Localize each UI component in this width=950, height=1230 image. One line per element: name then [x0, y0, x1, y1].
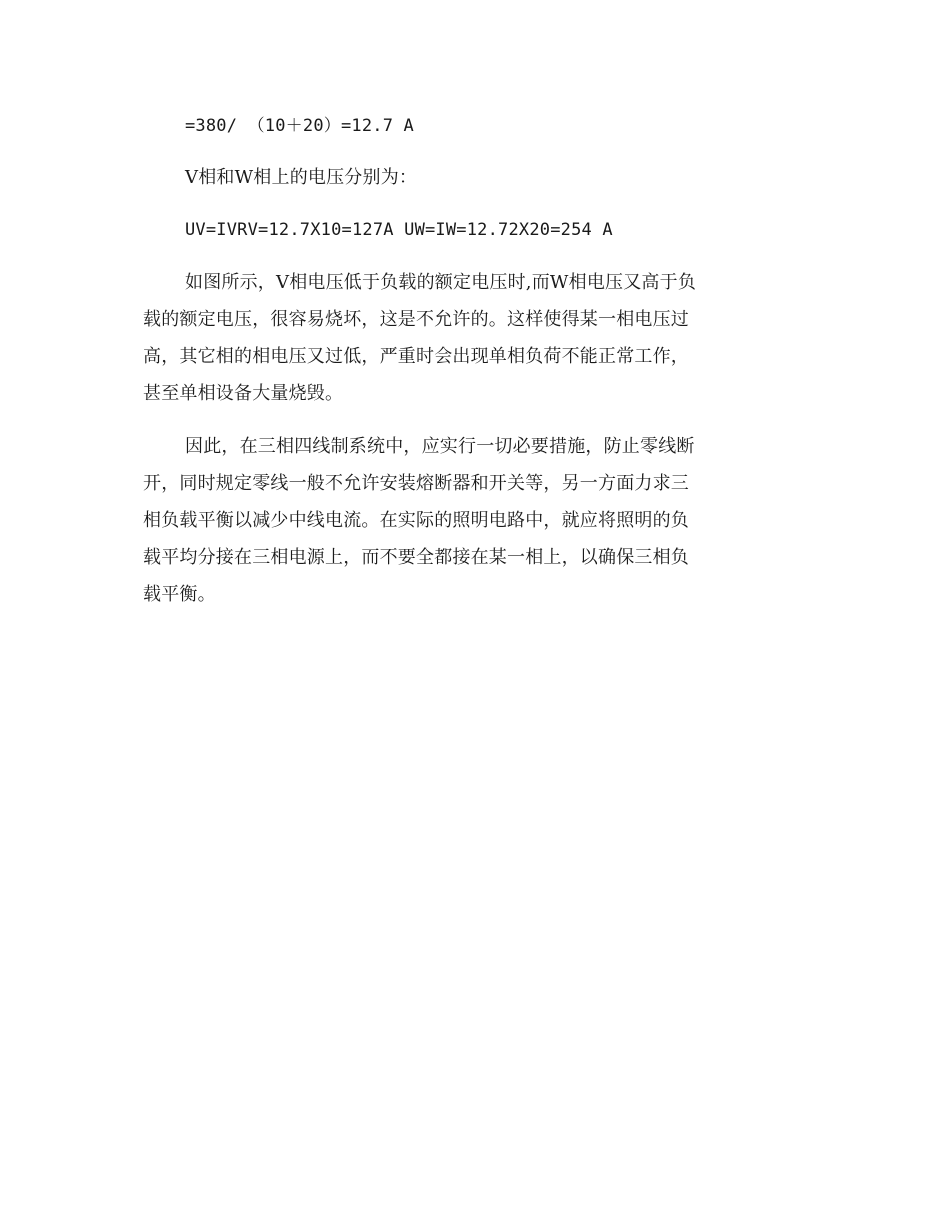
- formula-current-line: =380/ （10＋20）=12.7 A: [185, 116, 414, 136]
- paragraph-line: 如图所示，V相电压低于负载的额定电压时,而W相电压又高于负: [185, 272, 697, 293]
- paragraph-line: 载平均分接在三相电源上，而不要全都接在某一相上，以确保三相负: [143, 547, 689, 568]
- voltage-intro-line: V相和W相上的电压分别为：: [185, 167, 418, 188]
- formula-voltage-line: UV=IVRV=12.7X10=127A UW=IW=12.72X20=254 A: [185, 220, 613, 240]
- paragraph-line: 载平衡。: [143, 584, 216, 605]
- document-body: [143, 108, 795, 613]
- paragraph-line: 高，其它相的相电压又过低，严重时会出现单相负荷不能正常工作，: [143, 346, 689, 367]
- paragraph-line: 开，同时规定零线一般不允许安装熔断器和开关等，另一方面力求三: [143, 473, 689, 494]
- paragraph-voltage-imbalance: [143, 264, 795, 412]
- paragraph-line: 载的额定电压，很容易烧坏，这是不允许的。这样使得某一相电压过: [143, 309, 689, 330]
- paragraph-neutral-line-measures: [143, 428, 795, 613]
- paragraph-line: 甚至单相设备大量烧毁。: [143, 383, 344, 404]
- paragraph-line: 相负载平衡以减少中线电流。在实际的照明电路中，就应将照明的负: [143, 510, 689, 531]
- paragraph-line: 因此，在三相四线制系统中，应实行一切必要措施，防止零线断: [185, 436, 695, 457]
